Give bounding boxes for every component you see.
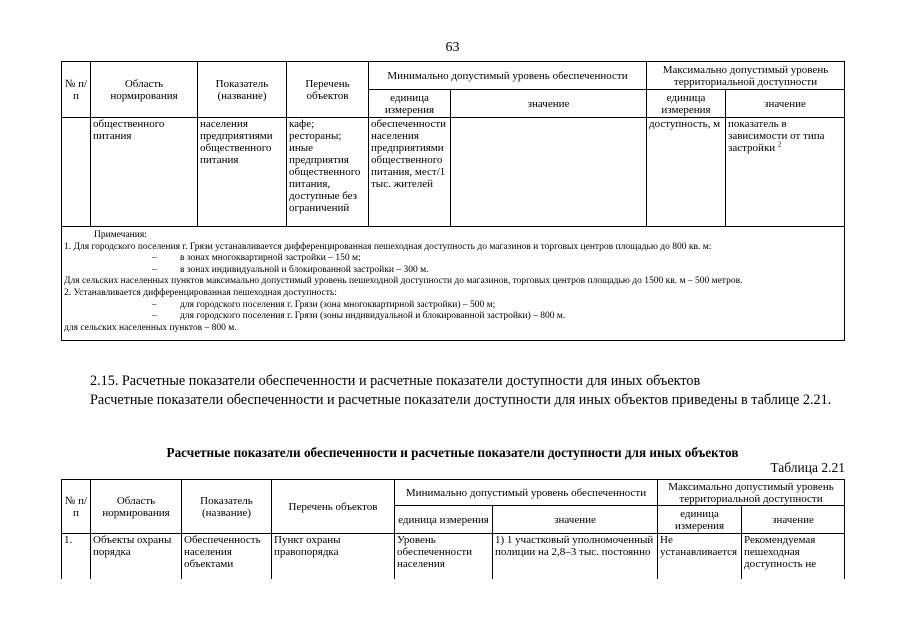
note-line-sub (64, 265, 842, 277)
max-value-text: показатель в зависимости от типа застройки (728, 118, 825, 154)
cell-area: общественного питания (91, 118, 198, 227)
section-body: Расчетные показатели обеспеченности и расчетные показатели доступности для иных объектов приведены в таблице 2.21. (90, 392, 832, 408)
note-text: в зонах многоквартирной застройки – 150 м; (180, 253, 361, 264)
dash: – (152, 299, 157, 310)
header-max-group: Максимально допустимый уровень территориальной доступности (658, 480, 845, 506)
table-row (62, 118, 845, 227)
notes-block (62, 227, 845, 341)
table-number: Таблица 2.21 (770, 460, 845, 475)
cell-area: Объекты охраны порядка (91, 534, 182, 594)
cell-min-unit: обеспеченности населения предприятиями общественного питания, мест/1 тыс. жителей (369, 118, 451, 227)
header-max-unit: единица измерения (647, 90, 726, 118)
header-num: № п/п (62, 480, 91, 534)
note-line-sub (64, 300, 842, 312)
dash: – (152, 253, 157, 264)
cell-objects: кафе; рестораны; иные предприятия общественного питания, доступные без ограничений (287, 118, 369, 227)
cell-min-unit: Уровень обеспеченности населения (395, 534, 493, 594)
table-title: Расчетные показатели обеспеченности и расчетные показатели доступности для иных объектов (166, 445, 739, 460)
cell-max-value: Рекомендуемая пешеходная доступность не (742, 534, 845, 594)
note-text: для городского поселения г. Грязи (зоны индивидуальной и блокированной застройки) – 800 м. (180, 311, 566, 322)
header-max-unit: единица измерения (658, 506, 742, 534)
header-min-group: Минимально допустимый уровень обеспеченности (369, 62, 647, 90)
dash: – (152, 264, 157, 275)
cell-min-value: 1) 1 участковый уполномоченный полиции на 2,8–3 тыс. постоянно (493, 534, 658, 594)
note-line: 2. Устанавливается дифференцированная пешеходная доступность: (64, 287, 337, 298)
header-area: Область нормирования (91, 480, 182, 534)
cell-indicator: населения предприятиями общественного питания (198, 118, 287, 227)
header-num: № п/п (62, 62, 91, 118)
header-min-value: значение (493, 506, 658, 534)
footnote-ref: 2 (777, 140, 782, 149)
header-objects: Перечень объектов (287, 62, 369, 118)
header-min-unit: единица измерения (369, 90, 451, 118)
header-min-unit: единица измерения (395, 506, 493, 534)
cell-max-unit: Не устанавливается (658, 534, 742, 594)
header-indicator: Показатель (название) (198, 62, 287, 118)
cell-max-unit: доступность, м (647, 118, 726, 227)
header-objects: Перечень объектов (272, 480, 395, 534)
section-heading: 2.15. Расчетные показатели обеспеченности и расчетные показатели доступности для иных объектов (90, 373, 701, 389)
page-bottom-margin (0, 579, 905, 640)
cell-min-value (451, 118, 647, 227)
dash: – (152, 311, 157, 322)
header-max-group: Максимально допустимый уровень территориальной доступности (647, 62, 845, 90)
header-indicator: Показатель (название) (182, 480, 272, 534)
header-min-value: значение (451, 90, 647, 118)
cell-num: 1. (62, 534, 91, 594)
page-number: 63 (445, 40, 460, 55)
cell-indicator: Обеспеченность населения объектами (182, 534, 272, 594)
header-area: Область нормирования (91, 62, 198, 118)
notes-title: Примечания: (94, 230, 147, 240)
cell-max-value (726, 118, 845, 227)
note-line: для сельских населенных пунктов – 800 м. (64, 322, 237, 333)
note-line: Для сельских населенных пунктов максимально допустимый уровень пешеходной доступности до магазинов, торговых центров площадью до 1500 кв. м – 500 метров. (64, 276, 743, 287)
note-line: 1. Для городского поселения г. Грязи устанавливается дифференцированная пешеходная доступность до магазинов и торговых центров площадью до 800 кв. м: (64, 241, 712, 252)
norms-table-2-21 (61, 479, 845, 594)
note-text: в зонах индивидуальной и блокированной застройки – 300 м. (180, 264, 429, 275)
cell-num (62, 118, 91, 227)
header-max-value: значение (726, 90, 845, 118)
note-text: для городского поселения г. Грязи (зона многоквартирной застройки) – 500 м; (180, 299, 496, 310)
note-line-sub (64, 311, 842, 323)
header-max-value: значение (742, 506, 845, 534)
cell-objects: Пункт охраны правопорядка (272, 534, 395, 594)
norms-table-continued (61, 61, 845, 341)
note-line-sub (64, 253, 842, 265)
header-min-group: Минимально допустимый уровень обеспеченности (395, 480, 658, 506)
